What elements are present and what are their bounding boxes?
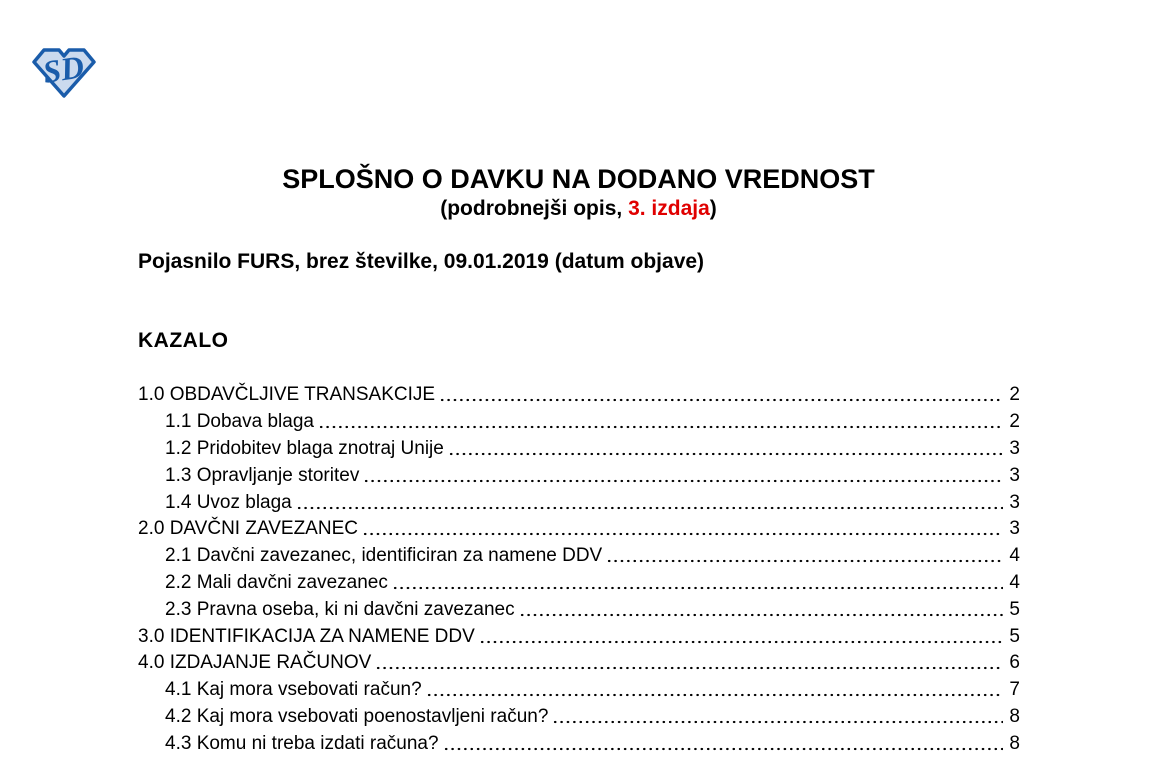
toc-list [138,382,1020,757]
toc-entry [138,489,1020,516]
toc-heading: KAZALO [138,329,229,352]
toc-leader-dots [296,489,1003,516]
document-subtitle [0,196,1157,222]
toc-leader-dots [318,409,1003,436]
toc-entry [138,623,1020,650]
toc-leader-dots [439,382,1003,409]
toc-entry-label: 1.4 Uvoz blaga [165,491,292,513]
toc-entry-label: 1.3 Opravljanje storitev [165,464,360,486]
toc-entry-label: 4.3 Komu ni treba izdati računa? [165,732,439,754]
toc-entry-page: 4 [1009,545,1020,567]
document-title: SPLOŠNO O DAVKU NA DODANO VREDNOST [282,164,875,194]
toc-entry-page: 8 [1009,732,1020,754]
toc-entry-page: 8 [1009,705,1020,727]
subtitle-prefix: (podrobnejši opis, [440,197,629,220]
toc-entry-label: 1.0 OBDAVČLJIVE TRANSAKCIJE [138,384,436,406]
toc-entry [138,730,1020,757]
toc-entry [138,596,1020,623]
toc-entry-page: 5 [1009,625,1020,647]
toc-entry-label: 2.0 DAVČNI ZAVEZANEC [138,518,358,540]
toc-leader-dots [519,596,1003,623]
toc-entry-page: 2 [1009,384,1020,406]
toc-leader-dots [448,436,1003,463]
toc-leader-dots [362,516,1003,543]
toc-entry-page: 5 [1009,598,1020,620]
toc-leader-dots [375,650,1003,677]
toc-entry [138,409,1020,436]
toc-entry-page: 3 [1009,491,1020,513]
toc-entry [138,570,1020,597]
toc-entry-label: 4.2 Kaj mora vsebovati poenostavljeni račun? [165,705,549,727]
document-byline: Pojasnilo FURS, brez številke, 09.01.2019 (datum objave) [138,250,705,273]
toc-entry [138,436,1020,463]
toc-entry-label: 4.0 IZDAJANJE RAČUNOV [138,652,372,674]
subtitle-edition: 3. izdaja [628,197,710,220]
toc-entry [138,650,1020,677]
toc-entry-label: 1.2 Pridobitev blaga znotraj Unije [165,437,444,459]
toc-entry-page: 3 [1009,464,1020,486]
toc-entry-label: 4.1 Kaj mora vsebovati račun? [165,679,422,701]
toc-entry-page: 4 [1009,571,1020,593]
toc-leader-dots [552,704,1003,731]
toc-entry-label: 2.1 Davčni zavezanec, identificiran za namene DDV [165,545,603,567]
toc-entry-label: 2.2 Mali davčni zavezanec [165,571,388,593]
toc-entry [138,382,1020,409]
toc-leader-dots [363,462,1003,489]
toc-entry [138,704,1020,731]
title-block [0,164,1157,222]
toc-entry-page: 2 [1009,411,1020,433]
toc-entry-label: 2.3 Pravna oseba, ki ni davčni zavezanec [165,598,515,620]
toc-entry-label: 1.1 Dobava blaga [165,411,314,433]
toc-entry-page: 7 [1009,679,1020,701]
toc-entry-page: 6 [1009,652,1020,674]
toc-entry [138,516,1020,543]
toc-leader-dots [392,570,1003,597]
sd-diamond-logo [31,47,97,99]
toc-entry-page: 3 [1009,437,1020,459]
sd-logo-monogram: SD [40,48,87,91]
toc-entry-page: 3 [1009,518,1020,540]
toc-entry [138,677,1020,704]
toc-entry [138,543,1020,570]
toc-leader-dots [606,543,1003,570]
toc-leader-dots [426,677,1003,704]
toc-leader-dots [443,730,1003,757]
toc-entry [138,462,1020,489]
subtitle-suffix: ) [709,197,717,220]
toc-entry-label: 3.0 IDENTIFIKACIJA ZA NAMENE DDV [138,625,475,647]
toc-leader-dots [479,623,1003,650]
